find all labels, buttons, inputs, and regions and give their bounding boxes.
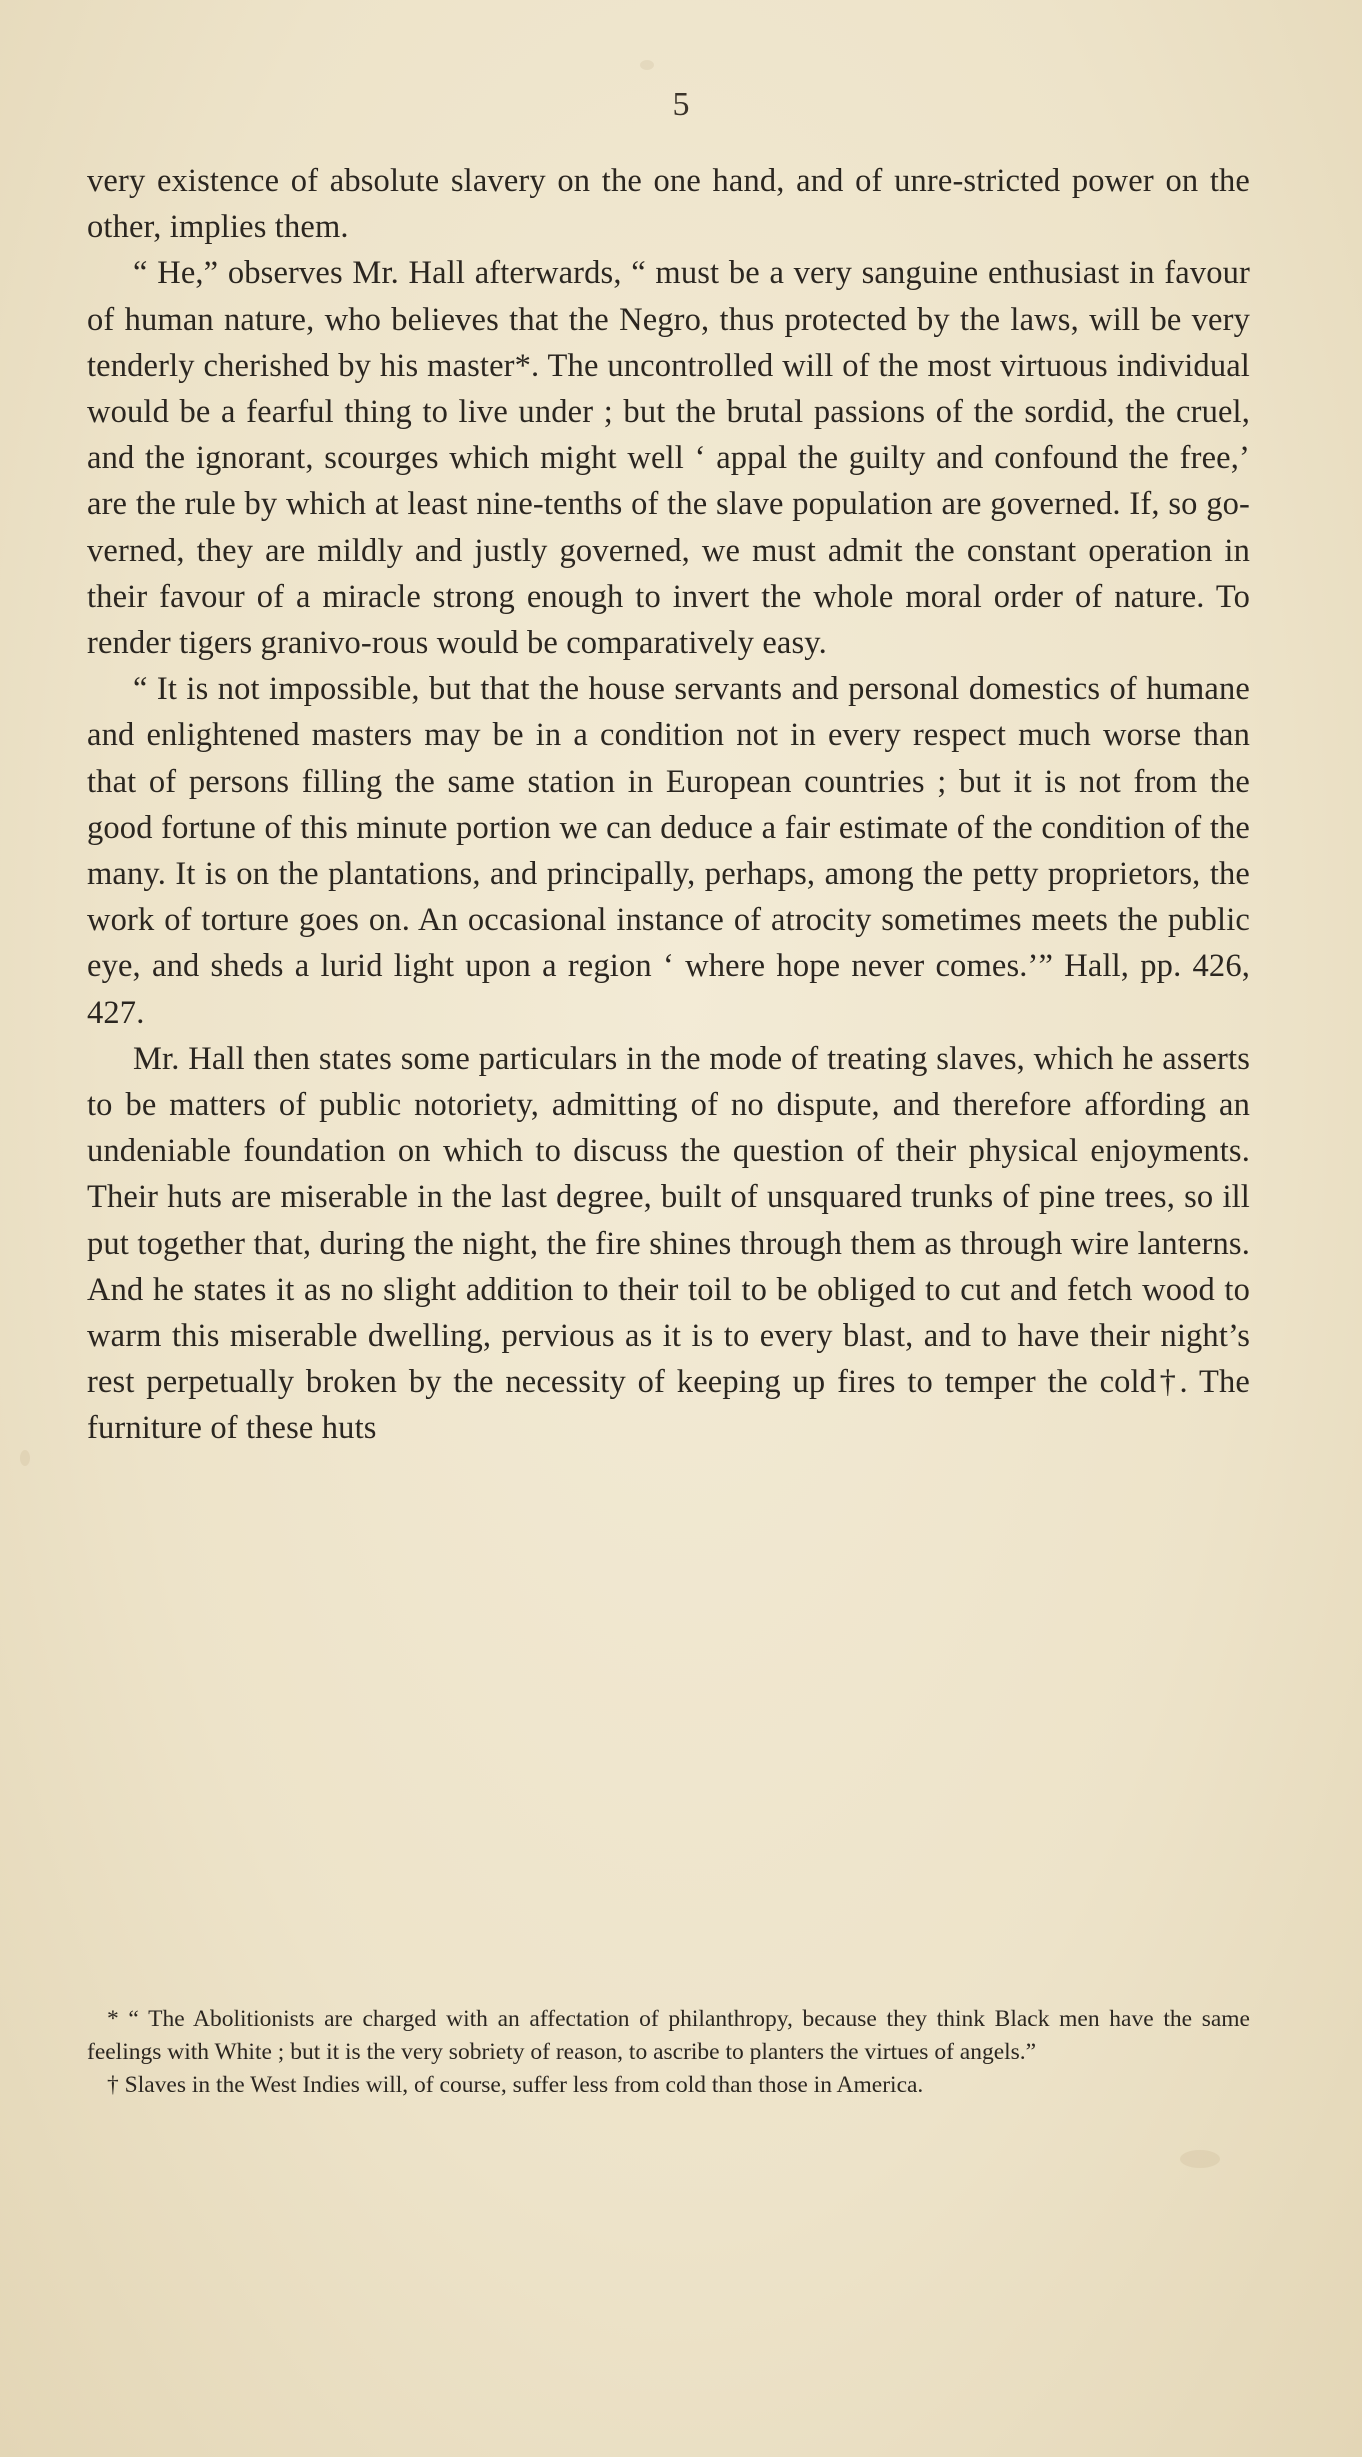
- paragraph: “ He,” observes Mr. Hall afterwards, “ must be a very sanguine enthusiast in favour of human nature, who believes that the Negro, thus protected by the laws, will be very tenderly cherished by his master*. The uncontrolled will of the most virtuous individual would be a fearful thing to live under ; but the brutal passions of the sordid, the cruel, and the ignorant, scourges which might well ‘ appal the guilty and confound the free,’ are the rule by which at least nine-tenths of the slave population are governed. If, so go-verned, they are mildly and justly governed, we must admit the constant operation in their favour of a miracle strong enough to invert the whole moral order of nature. To render tigers granivo-rous would be comparatively easy.: [87, 255, 1250, 662]
- paragraph: very existence of absolute slavery on the one hand, and of unre-stricted power on the other, implies them.: [87, 163, 1250, 246]
- paper-spot: [20, 1450, 30, 1466]
- paper-spot: [1180, 2150, 1220, 2168]
- paragraph: Mr. Hall then states some particulars in the mode of treating slaves, which he asserts to be matters of public notoriety, admitting of no dispute, and therefore affording an undeniable foundation on which to discuss the question of their physical enjoyments. Their huts are miserable in the last degree, built of unsquared trunks of pine trees, so ill put together that, during the night, the fire shines through them as through wire lanterns. And he states it as no slight addition to their toil to be obliged to cut and fetch wood to warm this miserable dwelling, pervious as it is to every blast, and to have their night’s rest perpetually broken by the necessity of keeping up fires to temper the cold†. The furniture of these huts: [87, 1040, 1250, 1447]
- body-text: [87, 158, 1250, 1452]
- footnotes: [87, 2003, 1250, 2102]
- paragraph: “ It is not impossible, but that the house servants and personal domestics of humane and enlightened masters may be in a condition not in every respect much worse than that of persons filling the same station in European countries ; but it is not from the good fortune of this minute portion we can deduce a fair estimate of the condition of the many. It is on the plantations, and principally, perhaps, among the petty proprietors, the work of torture goes on. An occasional instance of atrocity sometimes meets the public eye, and sheds a lurid light upon a region ‘ where hope never comes.’” Hall, pp. 426, 427.: [87, 671, 1250, 1031]
- paper-spot: [640, 60, 654, 70]
- page-number: 5: [672, 86, 690, 123]
- footnote: * “ The Abolitionists are charged with an affectation of philanthropy, because they think Black men have the same feelings with White ; but it is the very sobriety of reason, to ascribe to planters the virtues of angels.”: [87, 2006, 1250, 2065]
- footnote: † Slaves in the West Indies will, of course, suffer less from cold than those in America.: [107, 2072, 924, 2098]
